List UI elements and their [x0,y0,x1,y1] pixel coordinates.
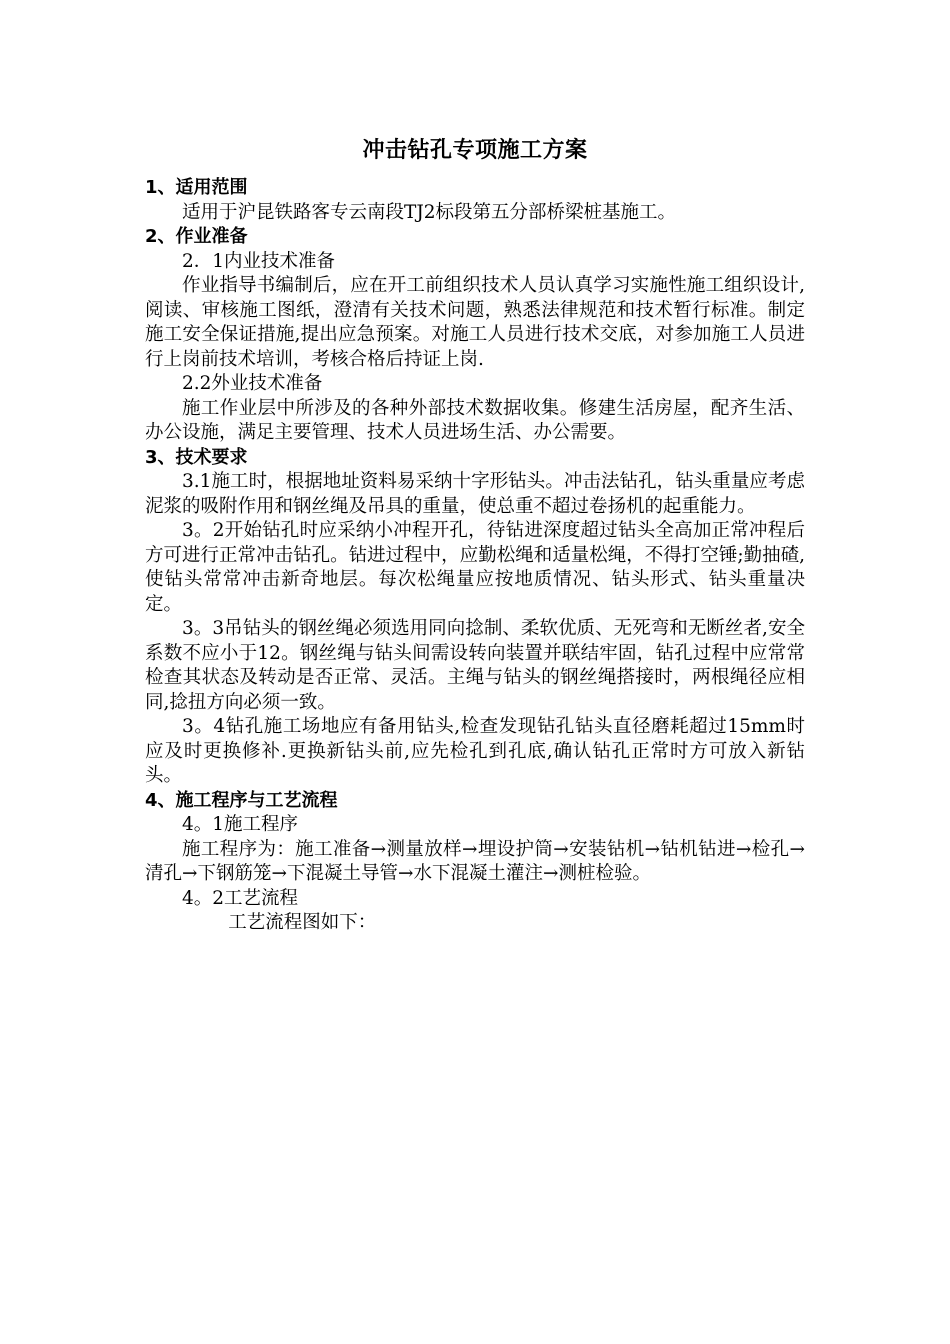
section-1-paragraph: 适用于沪昆铁路客专云南段TJ2标段第五分部桥梁桩基施工。 [182,201,677,223]
section-2-1-heading: 2．1内业技术准备 [182,250,336,272]
section-3-4-paragraph: 3。4钻孔施工场地应有备用钻头,检查发现钻孔钻头直径磨耗超过15mm时应及时更换修补.更换新钻头前,应先检孔到孔底,确认钻孔正常时方可放入新钻头。 [145,716,805,786]
document-title: 冲击钻孔专项施工方案 [362,138,588,163]
section-1-heading: 1、适用范围 [145,177,248,198]
section-2-heading: 2、作业准备 [145,226,248,247]
section-4-heading: 4、施工程序与工艺流程 [145,789,338,811]
document-page [145,136,805,936]
section-4-1-paragraph: 施工程序为：施工准备→测量放样→埋设护筒→安装钻机→钻机钻进→检孔→清孔→下钢筋笼→下混凝土导管→水下混凝土灌注→测桩检验。 [145,838,805,884]
section-3-1-paragraph: 3.1施工时，根据地址资料易采纳十字形钻头。冲击法钻孔，钻头重量应考虑泥浆的吸附作用和钢丝绳及吊具的重量，使总重不超过卷扬机的起重能力。 [145,471,805,517]
section-3-3-paragraph: 3。3吊钻头的钢丝绳必须选用同向捻制、柔软优质、无死弯和无断丝者,安全系数不应小于12。钢丝绳与钻头间需设转向装置并联结牢固，钻孔过程中应常常检查其状态及转动是否正常、灵活。主绳与钻头的钢丝绳搭接时，两根绳径应相同,捻扭方向必须一致。 [145,618,805,713]
section-2-2-heading: 2.2外业技术准备 [182,373,323,394]
section-2-2-paragraph: 施工作业层中所涉及的各种外部技术数据收集。修建生活房屋，配齐生活、办公设施，满足主要管理、技术人员进场生活、办公需要。 [145,397,805,443]
section-4-2-heading: 4。2工艺流程 [182,887,299,909]
section-4-2-paragraph: 工艺流程图如下： [228,912,377,933]
section-3-2-paragraph: 3。2开始钻孔时应采纳小冲程开孔，待钻进深度超过钻头全高加正常冲程后方可进行正常冲击钻孔。钻进过程中，应勤松绳和适量松绳，不得打空锤;勤抽碴,使钻头常常冲击新奇地层。每次松绳量应按地质情况、钻头形式、钻头重量决定。 [145,520,805,615]
section-3-heading: 3、技术要求 [145,446,248,468]
section-4-1-heading: 4。1施工程序 [182,814,299,835]
section-2-1-paragraph: 作业指导书编制后，应在开工前组织技术人员认真学习实施性施工组织设计,阅读、审核施工图纸，澄清有关技术问题，熟悉法律规范和技术暂行标准。制定施工安全保证措施,提出应急预案。对施工人员进行技术交底，对参加施工人员进行上岗前技术培训，考核合格后持证上岗. [145,275,805,370]
